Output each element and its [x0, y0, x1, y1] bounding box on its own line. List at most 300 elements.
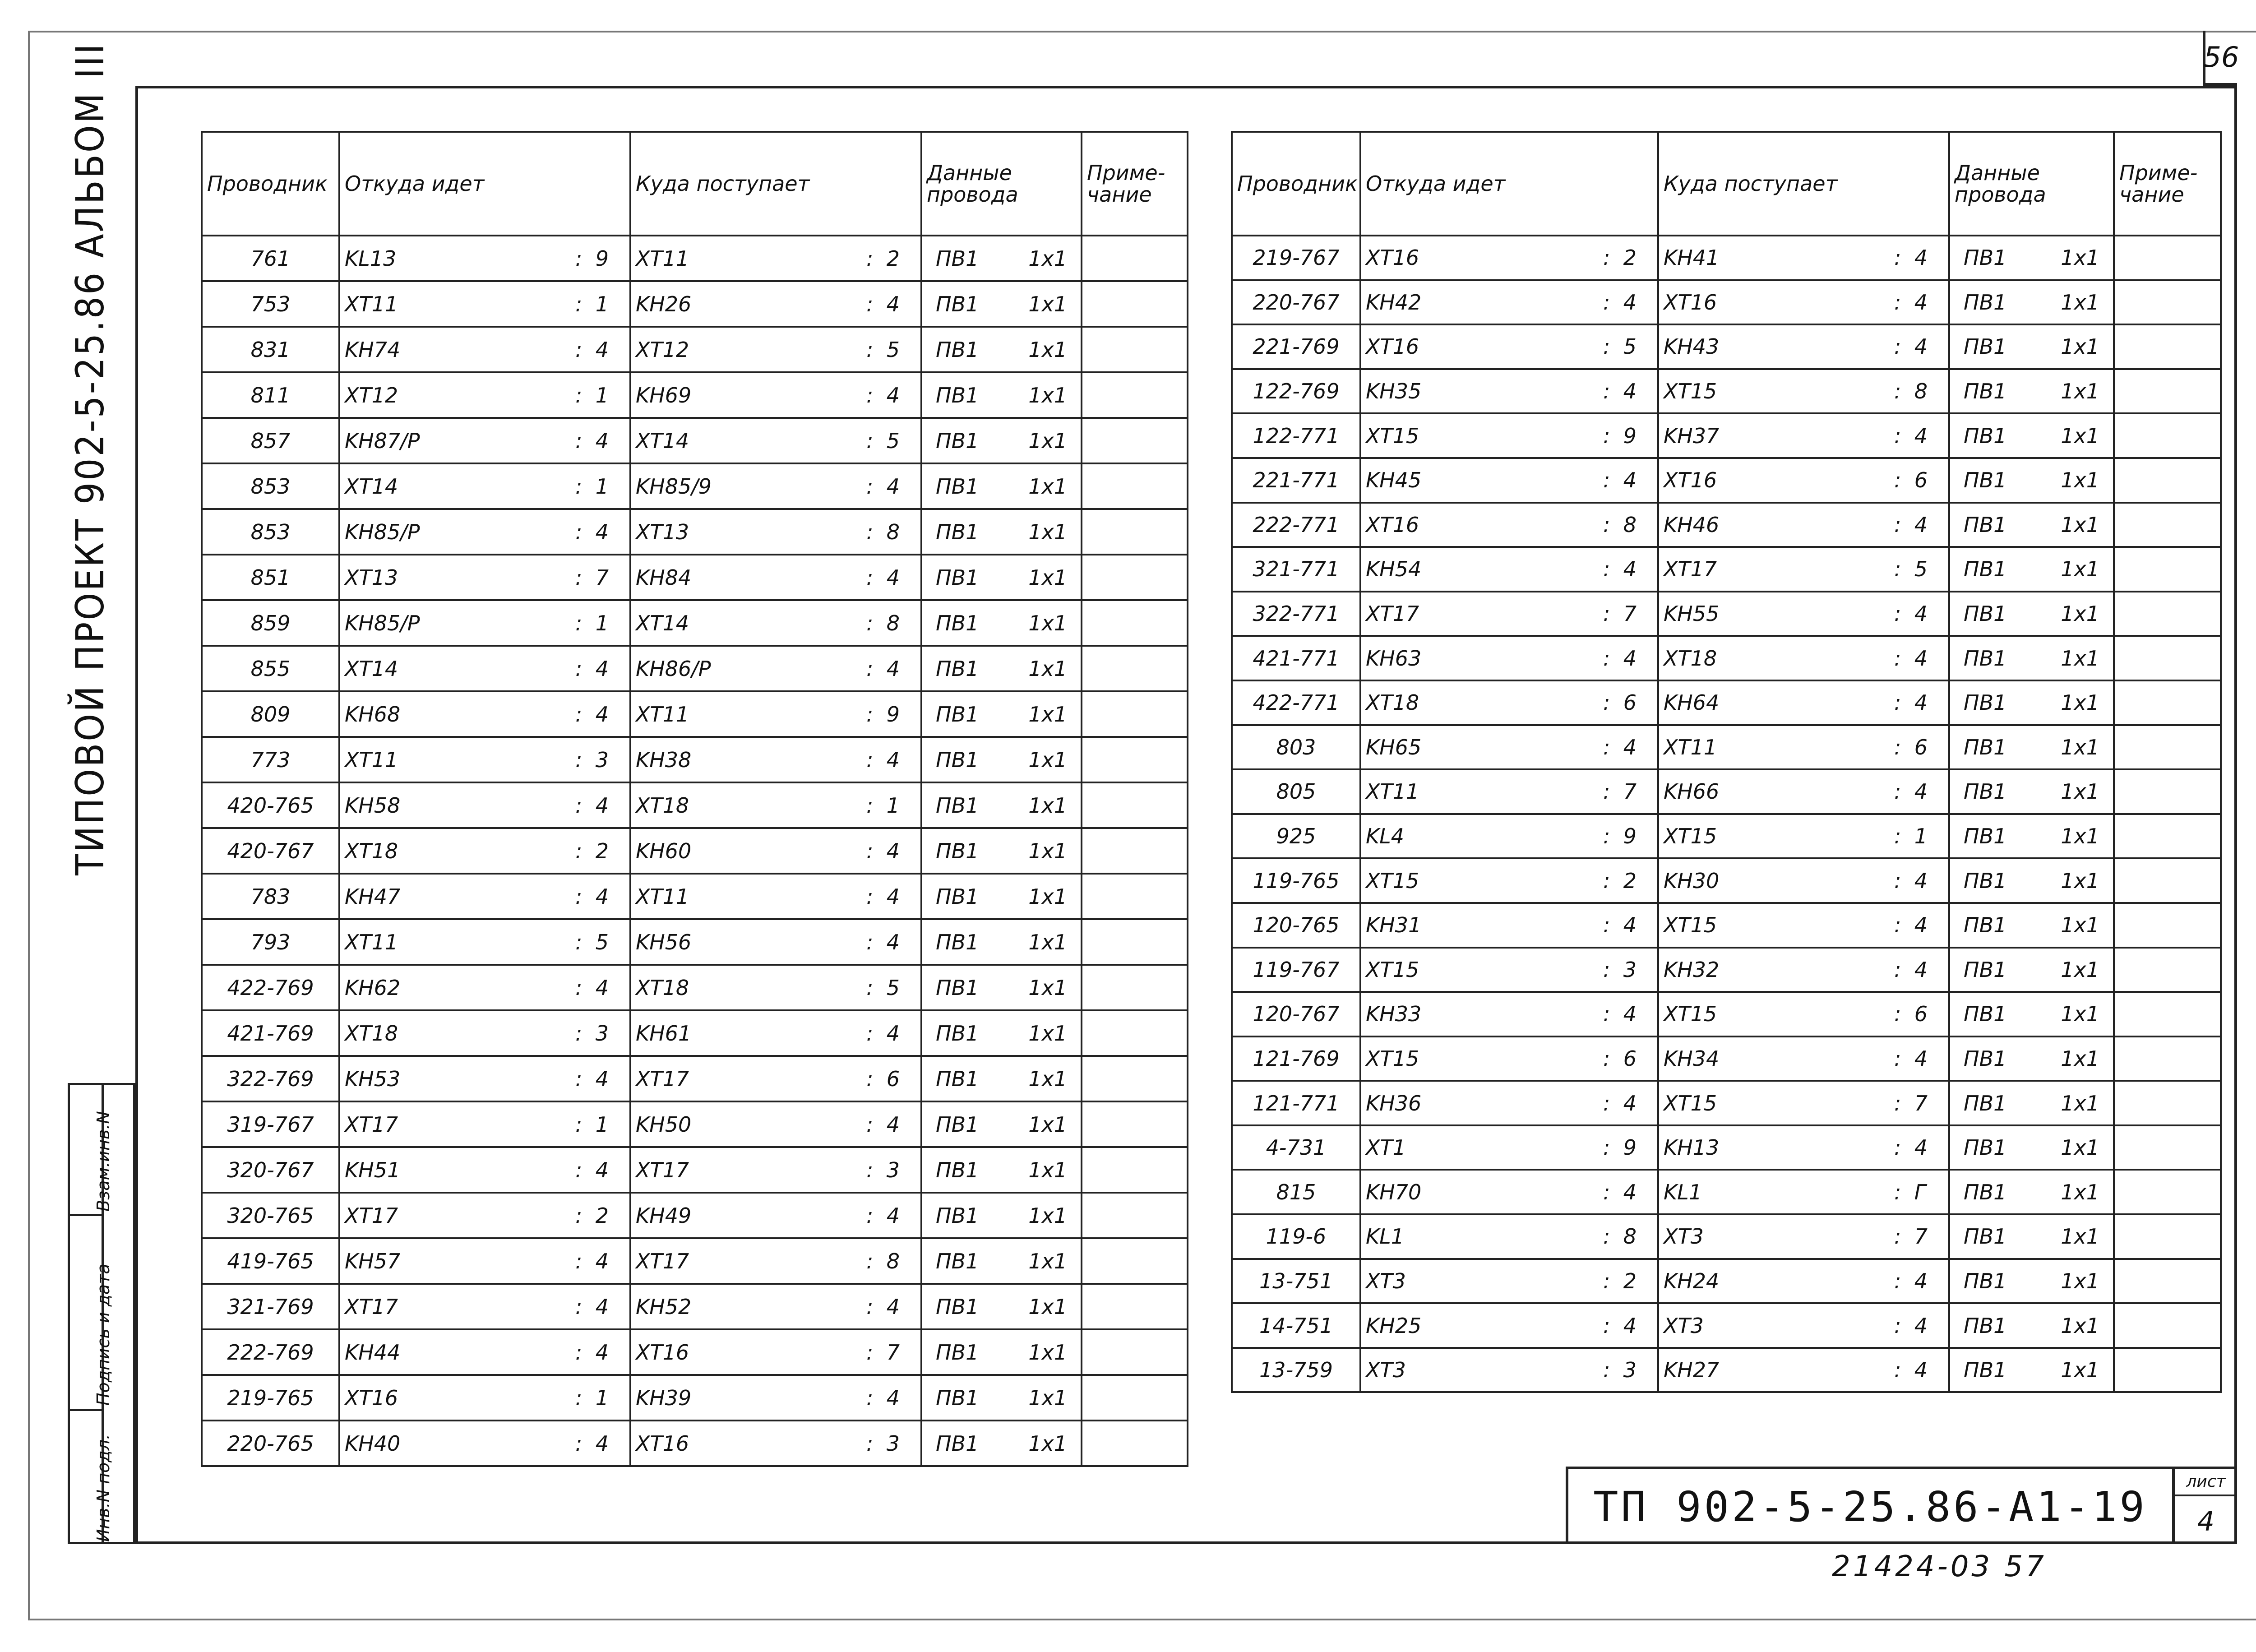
- to-device: XT17: [1664, 557, 1717, 582]
- to-device: KH24: [1664, 1268, 1720, 1293]
- table-row: [1232, 592, 2221, 636]
- wire-type: ПВ1: [1964, 1135, 2007, 1160]
- wire-size: 1x1: [1028, 1157, 1067, 1182]
- cell-to: [1658, 680, 1949, 725]
- from-device: XT17: [345, 1112, 398, 1137]
- from-device: KH36: [1366, 1091, 1422, 1115]
- wire-size: 1x1: [2061, 557, 2099, 582]
- from-terminal: : 4: [575, 656, 609, 681]
- table-row: [202, 1375, 1188, 1421]
- to-terminal: : 4: [1894, 512, 1928, 537]
- from-device: KH40: [345, 1431, 401, 1456]
- wire-id: 119-765: [1253, 868, 1340, 893]
- cell-from: [339, 646, 630, 691]
- wire-id: 773: [250, 747, 291, 772]
- from-device: XT14: [345, 474, 398, 499]
- from-device: KH63: [1366, 646, 1422, 671]
- cell-note: [1082, 1101, 1188, 1147]
- from-device: KH87/P: [345, 428, 420, 453]
- wire-type: ПВ1: [936, 1249, 979, 1273]
- wire-id: 119-767: [1253, 957, 1340, 982]
- from-terminal: : 2: [575, 1203, 609, 1228]
- cell-wire-data: [1949, 1037, 2114, 1081]
- table-row: [1232, 1081, 2221, 1125]
- wire-type: ПВ1: [1964, 468, 2007, 493]
- table-row: [202, 463, 1188, 509]
- to-terminal: : 6: [866, 1066, 900, 1091]
- wire-size: 1x1: [1028, 1340, 1067, 1365]
- from-device: KH62: [345, 975, 401, 1000]
- cell-from: [1360, 1259, 1658, 1304]
- cell-note: [1082, 281, 1188, 327]
- cell-note: [2114, 1259, 2221, 1304]
- cell-wire: [1232, 592, 1360, 636]
- cell-to: [1658, 1303, 1949, 1348]
- cell-to: [1658, 369, 1949, 414]
- to-device: KH55: [1664, 602, 1720, 626]
- to-device: XT18: [1664, 646, 1717, 671]
- to-terminal: : 4: [1894, 646, 1928, 671]
- wire-type: ПВ1: [936, 1385, 979, 1410]
- wire-type: ПВ1: [936, 656, 979, 681]
- cell-wire-data: [1949, 1125, 2114, 1170]
- to-device: KH32: [1664, 957, 1720, 982]
- from-device: XT16: [1366, 334, 1419, 359]
- from-terminal: : 4: [1603, 1002, 1637, 1027]
- to-device: XT18: [636, 793, 689, 818]
- from-terminal: : 4: [575, 337, 609, 362]
- to-device: XT11: [1664, 735, 1717, 759]
- to-terminal: : 4: [866, 474, 900, 499]
- to-device: XT16: [636, 1340, 689, 1365]
- cell-from: [339, 236, 630, 281]
- cell-wire: [1232, 236, 1360, 280]
- cell-wire-data: [921, 1375, 1082, 1421]
- cell-wire-data: [1949, 236, 2114, 280]
- from-device: XT12: [345, 383, 398, 407]
- wire-size: 1x1: [2061, 245, 2099, 270]
- cell-wire-data: [1949, 992, 2114, 1037]
- cell-wire: [202, 1238, 339, 1284]
- cell-to: [630, 919, 921, 965]
- from-device: KH31: [1366, 913, 1422, 938]
- to-device: KH49: [636, 1203, 692, 1228]
- wire-size: 1x1: [1028, 793, 1067, 818]
- cell-from: [1360, 324, 1658, 369]
- cell-note: [1082, 600, 1188, 646]
- cell-note: [1082, 1329, 1188, 1375]
- from-terminal: : 4: [1603, 735, 1637, 759]
- to-terminal: : 3: [866, 1431, 900, 1456]
- to-device: XT3: [1664, 1313, 1704, 1338]
- cell-to: [1658, 280, 1949, 325]
- from-terminal: : 7: [1603, 602, 1637, 626]
- from-device: KL1: [1366, 1224, 1405, 1249]
- from-terminal: : 9: [575, 246, 609, 271]
- cell-from: [1360, 458, 1658, 503]
- table-row: [202, 828, 1188, 874]
- vertical-title-text: ТИПОВОЙ ПРОЕКТ 902-5-25.86 АЛЬБОМ III: [68, 42, 113, 875]
- cell-wire-data: [921, 919, 1082, 965]
- wire-size: 1x1: [2061, 1046, 2099, 1071]
- wire-size: 1x1: [1028, 565, 1067, 590]
- to-device: KH38: [636, 747, 692, 772]
- cell-wire: [1232, 636, 1360, 680]
- title-block-designation: ТП 902-5-25.86-А1-19: [1566, 1467, 2175, 1544]
- cell-wire: [1232, 992, 1360, 1037]
- cell-note: [2114, 1170, 2221, 1214]
- to-terminal: : 4: [1894, 957, 1928, 982]
- to-device: KH27: [1664, 1358, 1720, 1383]
- wire-size: 1x1: [1028, 292, 1067, 316]
- wire-type: ПВ1: [1964, 1091, 2007, 1115]
- cell-to: [630, 691, 921, 737]
- cell-from: [1360, 1081, 1658, 1125]
- cell-to: [630, 1056, 921, 1101]
- header-from: Откуда идет: [1360, 132, 1658, 236]
- cell-to: [630, 1147, 921, 1193]
- table-row: [1232, 948, 2221, 992]
- wire-size: 1x1: [1028, 747, 1067, 772]
- cell-wire-data: [1949, 636, 2114, 680]
- wire-size: 1x1: [2061, 868, 2099, 893]
- wire-type: ПВ1: [1964, 913, 2007, 938]
- cell-note: [2114, 903, 2221, 948]
- from-device: XT16: [1366, 245, 1419, 270]
- wire-size: 1x1: [2061, 1002, 2099, 1027]
- wire-type: ПВ1: [936, 1066, 979, 1091]
- to-terminal: : 4: [866, 656, 900, 681]
- from-terminal: : 2: [575, 838, 609, 863]
- from-terminal: : 1: [575, 611, 609, 635]
- wire-type: ПВ1: [936, 930, 979, 954]
- wire-type: ПВ1: [936, 1157, 979, 1182]
- cell-to: [630, 1329, 921, 1375]
- to-device: XT12: [636, 337, 689, 362]
- wire-id: 419-765: [227, 1249, 314, 1273]
- to-device: XT11: [636, 884, 689, 909]
- wire-id: 14-751: [1259, 1313, 1333, 1338]
- wire-id: 422-771: [1253, 690, 1340, 715]
- wire-size: 1x1: [2061, 735, 2099, 759]
- cell-wire-data: [1949, 1348, 2114, 1393]
- from-terminal: : 4: [1603, 1180, 1637, 1204]
- sheet-number-top: 56: [2203, 31, 2237, 86]
- from-terminal: : 1: [575, 383, 609, 407]
- wire-type: ПВ1: [1964, 779, 2007, 804]
- to-terminal: : 7: [866, 1340, 900, 1365]
- wire-size: 1x1: [2061, 423, 2099, 448]
- cell-note: [2114, 236, 2221, 280]
- cell-wire: [202, 691, 339, 737]
- from-device: XT15: [1366, 423, 1419, 448]
- cell-to: [630, 828, 921, 874]
- cell-to: [1658, 324, 1949, 369]
- to-terminal: : 1: [866, 793, 900, 818]
- cell-wire: [202, 281, 339, 327]
- table-row: [202, 236, 1188, 281]
- wire-id: 320-765: [227, 1203, 314, 1228]
- from-terminal: : 7: [1603, 779, 1637, 804]
- cell-from: [1360, 413, 1658, 458]
- to-device: KH43: [1664, 334, 1720, 359]
- cell-wire: [202, 327, 339, 372]
- wire-size: 1x1: [2061, 957, 2099, 982]
- wire-size: 1x1: [2061, 1358, 2099, 1383]
- from-device: KH51: [345, 1157, 401, 1182]
- wire-type: ПВ1: [936, 337, 979, 362]
- from-terminal: : 6: [1603, 690, 1637, 715]
- to-terminal: : 4: [866, 1112, 900, 1137]
- wire-id: 220-765: [227, 1431, 314, 1456]
- to-terminal: : 4: [1894, 602, 1928, 626]
- cell-from: [1360, 636, 1658, 680]
- to-device: XT17: [636, 1249, 689, 1273]
- to-device: KH85/9: [636, 474, 712, 499]
- cell-wire: [202, 782, 339, 828]
- wire-size: 1x1: [1028, 930, 1067, 954]
- cell-note: [1082, 372, 1188, 418]
- from-terminal: : 5: [1603, 334, 1637, 359]
- table-row: [202, 600, 1188, 646]
- wire-type: ПВ1: [936, 747, 979, 772]
- wire-id: 815: [1276, 1180, 1316, 1204]
- wire-id: 4-731: [1266, 1135, 1327, 1160]
- wire-id: 853: [250, 474, 291, 499]
- wire-type: ПВ1: [936, 884, 979, 909]
- cell-wire: [1232, 1125, 1360, 1170]
- cell-wire: [1232, 680, 1360, 725]
- header-note: Приме-чание: [1082, 132, 1188, 236]
- cell-to: [630, 965, 921, 1010]
- table-row: [1232, 1259, 2221, 1304]
- to-device: XT15: [1664, 379, 1717, 404]
- to-terminal: : 4: [866, 565, 900, 590]
- from-device: XT3: [1366, 1268, 1406, 1293]
- wire-type: ПВ1: [936, 1431, 979, 1456]
- table-row: [1232, 236, 2221, 280]
- cell-wire-data: [1949, 1081, 2114, 1125]
- from-terminal: : 4: [575, 428, 609, 453]
- wire-id: 122-771: [1253, 423, 1340, 448]
- cell-note: [2114, 636, 2221, 680]
- to-device: KH13: [1664, 1135, 1720, 1160]
- to-terminal: : 8: [1894, 379, 1928, 404]
- cell-wire: [202, 1147, 339, 1193]
- from-terminal: : 4: [575, 1157, 609, 1182]
- cell-from: [339, 600, 630, 646]
- table-row: [202, 1010, 1188, 1056]
- to-device: KH64: [1664, 690, 1720, 715]
- to-device: KL1: [1664, 1180, 1702, 1204]
- cell-wire: [1232, 1081, 1360, 1125]
- wire-id: 121-769: [1253, 1046, 1340, 1071]
- cell-wire: [1232, 725, 1360, 770]
- from-terminal: : 9: [1603, 1135, 1637, 1160]
- wire-id: 753: [250, 292, 291, 316]
- cell-wire: [202, 874, 339, 919]
- wire-id: 322-771: [1253, 602, 1340, 626]
- cell-note: [1082, 1147, 1188, 1193]
- wire-size: 1x1: [1028, 383, 1067, 407]
- to-device: KH26: [636, 292, 692, 316]
- wire-id: 859: [250, 611, 291, 635]
- cell-to: [630, 509, 921, 555]
- wire-type: ПВ1: [1964, 290, 2007, 315]
- header-wire: Проводник: [202, 132, 339, 236]
- cell-from: [339, 1238, 630, 1284]
- wire-size: 1x1: [2061, 1224, 2099, 1249]
- wire-id: 831: [250, 337, 291, 362]
- to-terminal: : 7: [1894, 1091, 1928, 1115]
- from-terminal: : 4: [575, 793, 609, 818]
- cell-note: [1082, 1421, 1188, 1466]
- cell-from: [339, 1101, 630, 1147]
- from-terminal: : 2: [1603, 1268, 1637, 1293]
- from-device: XT11: [345, 747, 398, 772]
- to-terminal: : 6: [1894, 1002, 1928, 1027]
- cell-wire: [202, 1284, 339, 1329]
- wire-id: 420-767: [227, 838, 314, 863]
- cell-from: [339, 1284, 630, 1329]
- cell-from: [339, 691, 630, 737]
- cell-from: [339, 1147, 630, 1193]
- wire-type: ПВ1: [1964, 379, 2007, 404]
- cell-wire: [202, 418, 339, 463]
- table-row: [202, 372, 1188, 418]
- from-terminal: : 7: [575, 565, 609, 590]
- to-terminal: : 8: [866, 1249, 900, 1273]
- to-device: XT13: [636, 519, 689, 544]
- to-device: KH60: [636, 838, 692, 863]
- to-device: XT3: [1664, 1224, 1704, 1249]
- cell-from: [339, 372, 630, 418]
- cell-note: [1082, 1010, 1188, 1056]
- cell-to: [630, 418, 921, 463]
- from-device: KH44: [345, 1340, 401, 1365]
- wire-size: 1x1: [1028, 1385, 1067, 1410]
- to-device: XT15: [1664, 913, 1717, 938]
- cell-wire: [1232, 1214, 1360, 1259]
- wire-type: ПВ1: [1964, 1002, 2007, 1027]
- from-device: KH85/P: [345, 519, 420, 544]
- wire-type: ПВ1: [1964, 868, 2007, 893]
- wire-id: 122-769: [1253, 379, 1340, 404]
- wire-size: 1x1: [1028, 1431, 1067, 1456]
- cell-wire-data: [921, 418, 1082, 463]
- table-row: [1232, 280, 2221, 325]
- cell-from: [339, 1375, 630, 1421]
- cell-note: [2114, 1081, 2221, 1125]
- cell-wire: [1232, 458, 1360, 503]
- cell-to: [1658, 1170, 1949, 1214]
- from-device: XT16: [345, 1385, 398, 1410]
- table-row: [202, 555, 1188, 600]
- wire-table-left: [201, 131, 1188, 1467]
- from-device: KH65: [1366, 735, 1422, 759]
- to-terminal: : Г: [1894, 1180, 1926, 1204]
- to-terminal: : 5: [866, 975, 900, 1000]
- wire-type: ПВ1: [936, 474, 979, 499]
- cell-note: [1082, 874, 1188, 919]
- wire-id: 320-767: [227, 1157, 314, 1182]
- cell-wire: [202, 236, 339, 281]
- from-terminal: : 4: [1603, 379, 1637, 404]
- from-terminal: : 4: [575, 1340, 609, 1365]
- from-terminal: : 3: [575, 1021, 609, 1046]
- table-row: [202, 874, 1188, 919]
- cell-to: [630, 372, 921, 418]
- table-row: [202, 1421, 1188, 1466]
- to-terminal: : 4: [866, 1385, 900, 1410]
- to-device: KH50: [636, 1112, 692, 1137]
- cell-from: [339, 555, 630, 600]
- wire-size: 1x1: [1028, 884, 1067, 909]
- cell-wire-data: [921, 1101, 1082, 1147]
- cell-wire-data: [921, 327, 1082, 372]
- cell-to: [1658, 1037, 1949, 1081]
- cell-wire: [1232, 858, 1360, 903]
- wire-id: 220-767: [1253, 290, 1340, 315]
- wire-size: 1x1: [1028, 656, 1067, 681]
- to-terminal: : 4: [866, 292, 900, 316]
- to-device: XT11: [636, 246, 689, 271]
- cell-wire-data: [921, 828, 1082, 874]
- wire-size: 1x1: [2061, 602, 2099, 626]
- from-device: KH42: [1366, 290, 1422, 315]
- wire-id: 422-769: [227, 975, 314, 1000]
- wire-type: ПВ1: [936, 793, 979, 818]
- cell-to: [1658, 413, 1949, 458]
- to-terminal: : 4: [1894, 1268, 1928, 1293]
- wire-type: ПВ1: [936, 702, 979, 727]
- from-device: XT18: [1366, 690, 1419, 715]
- cell-to: [1658, 948, 1949, 992]
- wire-type: ПВ1: [1964, 602, 2007, 626]
- stamp-cell-signature: Подпись и дата: [70, 1216, 102, 1411]
- cell-from: [1360, 369, 1658, 414]
- cell-to: [1658, 592, 1949, 636]
- to-device: KH61: [636, 1021, 692, 1046]
- to-device: XT15: [1664, 1002, 1717, 1027]
- wire-type: ПВ1: [1964, 557, 2007, 582]
- to-terminal: : 4: [1894, 334, 1928, 359]
- cell-note: [2114, 858, 2221, 903]
- cell-to: [630, 1238, 921, 1284]
- to-device: XT14: [636, 611, 689, 635]
- cell-to: [1658, 1259, 1949, 1304]
- wire-type: ПВ1: [936, 565, 979, 590]
- cell-to: [1658, 458, 1949, 503]
- from-terminal: : 4: [1603, 557, 1637, 582]
- wire-type: ПВ1: [936, 246, 979, 271]
- cell-to: [1658, 903, 1949, 948]
- cell-wire-data: [921, 1056, 1082, 1101]
- cell-to: [630, 1101, 921, 1147]
- to-device: XT16: [1664, 290, 1717, 315]
- wire-size: 1x1: [1028, 337, 1067, 362]
- wire-size: 1x1: [2061, 379, 2099, 404]
- to-device: XT16: [636, 1431, 689, 1456]
- table-row: [202, 509, 1188, 555]
- to-terminal: : 4: [1894, 290, 1928, 315]
- wire-size: 1x1: [1028, 975, 1067, 1000]
- table-row: [202, 1056, 1188, 1101]
- sheet-label: лист: [2175, 1469, 2237, 1496]
- cell-wire: [1232, 1170, 1360, 1214]
- wire-id: 793: [250, 930, 291, 954]
- wire-type: ПВ1: [1964, 957, 2007, 982]
